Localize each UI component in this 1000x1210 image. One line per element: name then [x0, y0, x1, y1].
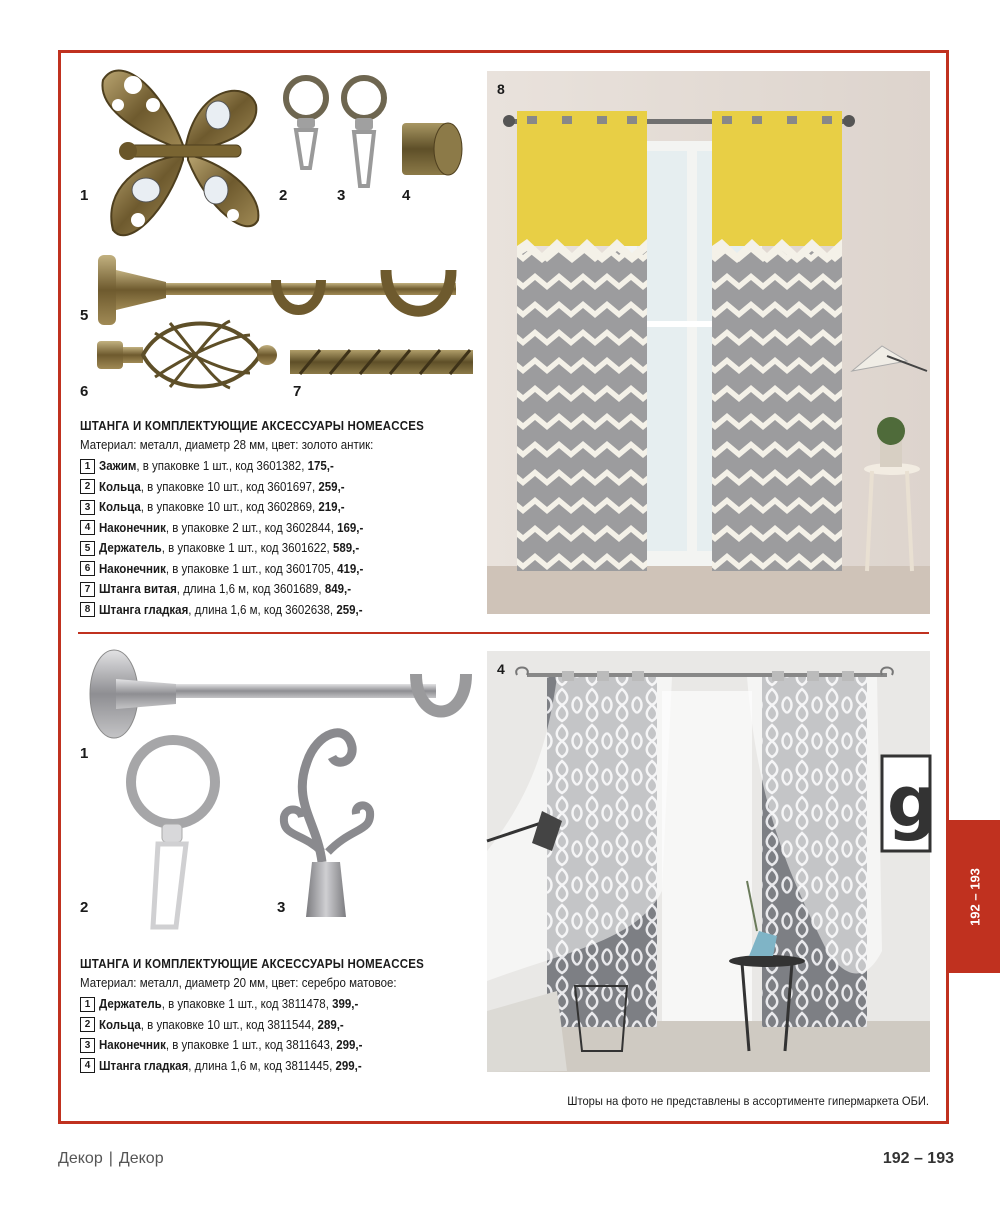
- footer-separator: |: [108, 1150, 113, 1167]
- item-desc: , в упаковке 10 шт., код 3811544,: [140, 1017, 318, 1032]
- item-desc: , в упаковке 2 шт., код 3602844,: [165, 520, 338, 535]
- list-item: [80, 538, 480, 559]
- product-list: [80, 456, 480, 620]
- item-name: Держатель: [99, 541, 162, 556]
- end-cap-image: [398, 113, 468, 183]
- item-number: 1: [80, 997, 95, 1012]
- image-label: 2: [80, 899, 89, 916]
- item-price: 419,-: [337, 561, 364, 576]
- item-desc: , в упаковке 1 шт., код 3601382,: [136, 459, 308, 474]
- curtain-ring-image: [282, 68, 332, 173]
- twisted-rod-image: [290, 348, 475, 378]
- list-item: [80, 518, 480, 539]
- item-number: 3: [80, 500, 95, 515]
- disclaimer-note: Шторы на фото не представлены в ассортименте гипермаркета ОБИ.: [567, 1094, 929, 1108]
- item-price: 259,-: [336, 602, 363, 617]
- item-number: 4: [80, 1058, 95, 1073]
- photo-label: 8: [497, 81, 505, 97]
- curtain-photo-gray: [487, 651, 938, 1072]
- item-name: Кольца: [99, 479, 141, 494]
- list-item: [80, 559, 480, 580]
- curtain-ring-image: [340, 68, 390, 193]
- item-name: Штанга гладкая: [99, 602, 189, 617]
- product-block-silver: [80, 957, 480, 1076]
- item-desc: , в упаковке 1 шт., код 3601622,: [161, 541, 333, 556]
- product-block-subtitle: Материал: металл, диаметр 28 мм, цвет: золото антик:: [80, 438, 374, 452]
- product-list: [80, 994, 480, 1076]
- list-item: [80, 994, 480, 1015]
- item-number: 4: [80, 520, 95, 535]
- side-page-range: 192 – 193: [967, 867, 982, 926]
- item-name: Кольца: [99, 500, 141, 515]
- product-block-title: ШТАНГА И КОМПЛЕКТУЮЩИЕ АКСЕССУАРЫ HOMEACCES: [80, 419, 424, 433]
- photo-label: 4: [497, 661, 505, 677]
- item-name: Наконечник: [99, 1038, 166, 1053]
- item-name: Кольца: [99, 1017, 141, 1032]
- image-label: 6: [80, 383, 89, 400]
- item-name: Наконечник: [99, 520, 166, 535]
- item-price: 289,-: [317, 1017, 344, 1032]
- product-block-title: ШТАНГА И КОМПЛЕКТУЮЩИЕ АКСЕССУАРЫ HOMEACCES: [80, 957, 424, 971]
- list-item: [80, 477, 480, 498]
- butterfly-clip-image: [98, 60, 268, 250]
- item-number: 1: [80, 459, 95, 474]
- footer-breadcrumb: [58, 1150, 164, 1168]
- item-desc: , в упаковке 10 шт., код 3601697,: [140, 479, 319, 494]
- item-name: Наконечник: [99, 561, 166, 576]
- item-name: Держатель: [99, 997, 162, 1012]
- image-label: 4: [402, 187, 411, 204]
- silver-ring-image: [118, 732, 228, 932]
- item-name: Зажим: [99, 459, 137, 474]
- image-label: 1: [80, 745, 89, 762]
- item-price: 589,-: [332, 541, 360, 556]
- list-item: [80, 1056, 480, 1077]
- item-desc: , в упаковке 1 шт., код 3601705,: [165, 561, 338, 576]
- item-desc: , в упаковке 1 шт., код 3811478,: [161, 997, 333, 1012]
- item-price: 259,-: [318, 479, 345, 494]
- footer-page-numbers: 192 – 193: [882, 1150, 954, 1167]
- list-item: [80, 1015, 480, 1036]
- item-name: Штанга гладкая: [99, 1058, 189, 1073]
- image-label: 3: [337, 187, 346, 204]
- item-price: 849,-: [324, 582, 352, 597]
- image-label: 1: [80, 187, 89, 204]
- item-price: 299,-: [336, 1038, 363, 1053]
- item-desc: , длина 1,6 м, код 3602638,: [188, 602, 337, 617]
- image-label: 7: [293, 383, 302, 400]
- item-price: 299,-: [335, 1058, 362, 1073]
- item-price: 219,-: [318, 500, 345, 515]
- item-number: 7: [80, 582, 95, 597]
- image-label: 3: [277, 899, 286, 916]
- svg-text:g: g: [887, 761, 938, 843]
- product-block-gold: [80, 419, 480, 620]
- item-number: 6: [80, 561, 95, 576]
- item-price: 399,-: [332, 997, 359, 1012]
- footer-section: Декор: [58, 1150, 103, 1167]
- list-item: [80, 456, 480, 477]
- item-price: 175,-: [307, 459, 334, 474]
- item-number: 5: [80, 541, 95, 556]
- item-price: 169,-: [337, 520, 364, 535]
- item-desc: , длина 1,6 м, код 3811445,: [188, 1058, 336, 1073]
- list-item: [80, 579, 480, 600]
- section-divider: [78, 632, 929, 634]
- item-name: Штанга витая: [99, 582, 177, 597]
- image-label: 5: [80, 307, 89, 324]
- list-item: [80, 1035, 480, 1056]
- item-desc: , в упаковке 1 шт., код 3811643,: [165, 1038, 337, 1053]
- item-number: 8: [80, 602, 95, 617]
- item-desc: , в упаковке 10 шт., код 3602869,: [140, 500, 319, 515]
- basket-finial-image: [95, 313, 280, 393]
- item-number: 2: [80, 479, 95, 494]
- curtain-photo-yellow: [487, 71, 930, 614]
- list-item: [80, 497, 480, 518]
- footer-subsection: Декор: [118, 1150, 164, 1167]
- item-number: 2: [80, 1017, 95, 1032]
- image-label: 2: [279, 187, 288, 204]
- product-block-subtitle: Материал: металл, диаметр 20 мм, цвет: серебро матовое:: [80, 976, 397, 990]
- side-page-tab: [949, 820, 1000, 973]
- item-number: 3: [80, 1038, 95, 1053]
- list-item: [80, 600, 480, 621]
- item-desc: , длина 1,6 м, код 3601689,: [176, 582, 325, 597]
- silver-finial-image: [272, 712, 382, 927]
